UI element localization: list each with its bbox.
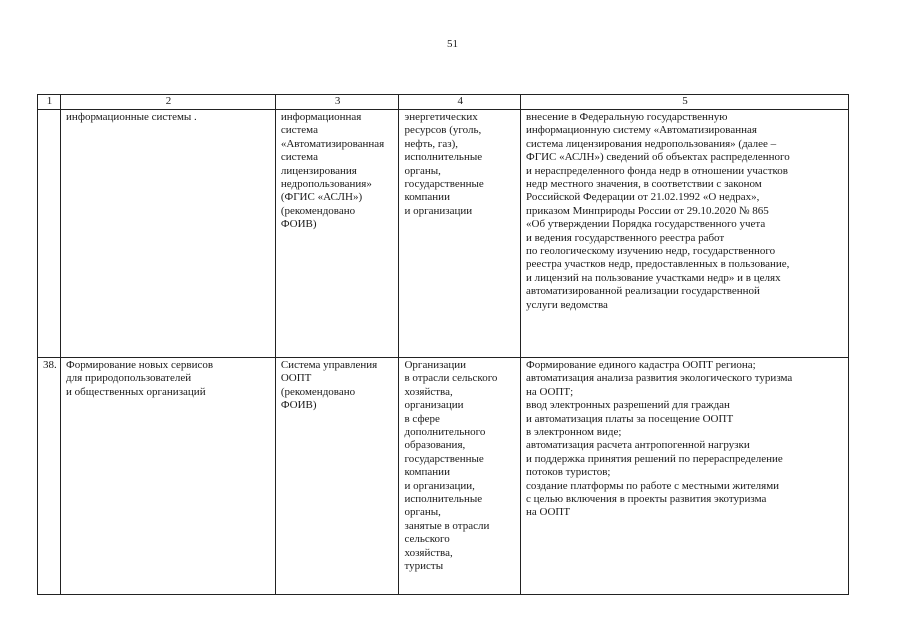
system-name-cell: информационные системы . <box>61 110 276 358</box>
row-number: 38. <box>38 358 61 595</box>
description-cell: Формирование единого кадастра ООПТ региона; автоматизация анализа развития экологического туризма на ООПТ; ввод электронных разрешений для граждан и автоматизация платы за посещение ООПТ в электронном виде; автоматизация расчета антропогенной нагрузки и поддержка принятия решений по перераспределение потоков туристов; создание платформы по работе с местными жителями с целью включения в проекты развития экотуризма на ООПТ <box>521 358 849 595</box>
table-row <box>38 110 849 358</box>
document-table <box>37 94 849 595</box>
table-row <box>38 358 849 595</box>
row-number <box>38 110 61 358</box>
page-number: 51 <box>447 38 458 50</box>
participants-cell: энергетических ресурсов (уголь, нефть, газ), исполнительные органы, государственные компании и организации <box>399 110 521 358</box>
system-name-cell: Формирование новых сервисов для природопользователей и общественных организаций <box>61 358 276 595</box>
header-cell-4: 4 <box>399 95 521 110</box>
description-cell: внесение в Федеральную государственную информационную систему «Автоматизированная система лицензирования недропользования» (далее – ФГИС «АСЛН») сведений об объектах распределенного и нераспределенного фонда недр в отношении участков недр местного значения, в соответствии с законом Российской Федерации от 21.02.1992 «О недрах», приказом Минприроды России от 29.10.2020 № 865 «Об утверждении Порядка государственного учета и ведения государственного реестра работ по геологическому изучению недр, государственного реестра участков недр, предоставленных в пользование, и лицензий на пользование участками недр» и в целях автоматизированной реализации государственной услуги ведомства <box>521 110 849 358</box>
header-cell-1: 1 <box>38 95 61 110</box>
header-cell-3: 3 <box>275 95 399 110</box>
system-cell: информационная система «Автоматизированная система лицензирования недропользования» (ФГИС «АСЛН») (рекомендовано ФОИВ) <box>275 110 399 358</box>
header-cell-5: 5 <box>521 95 849 110</box>
system-cell: Система управления ООПТ (рекомендовано ФОИВ) <box>275 358 399 595</box>
participants-cell: Организации в отрасли сельского хозяйства, организации в сфере дополнительного образования, государственные компании и организации, исполнительные органы, занятые в отрасли сельского хозяйства, туристы <box>399 358 521 595</box>
table-header-row <box>38 95 849 110</box>
header-cell-2: 2 <box>61 95 276 110</box>
